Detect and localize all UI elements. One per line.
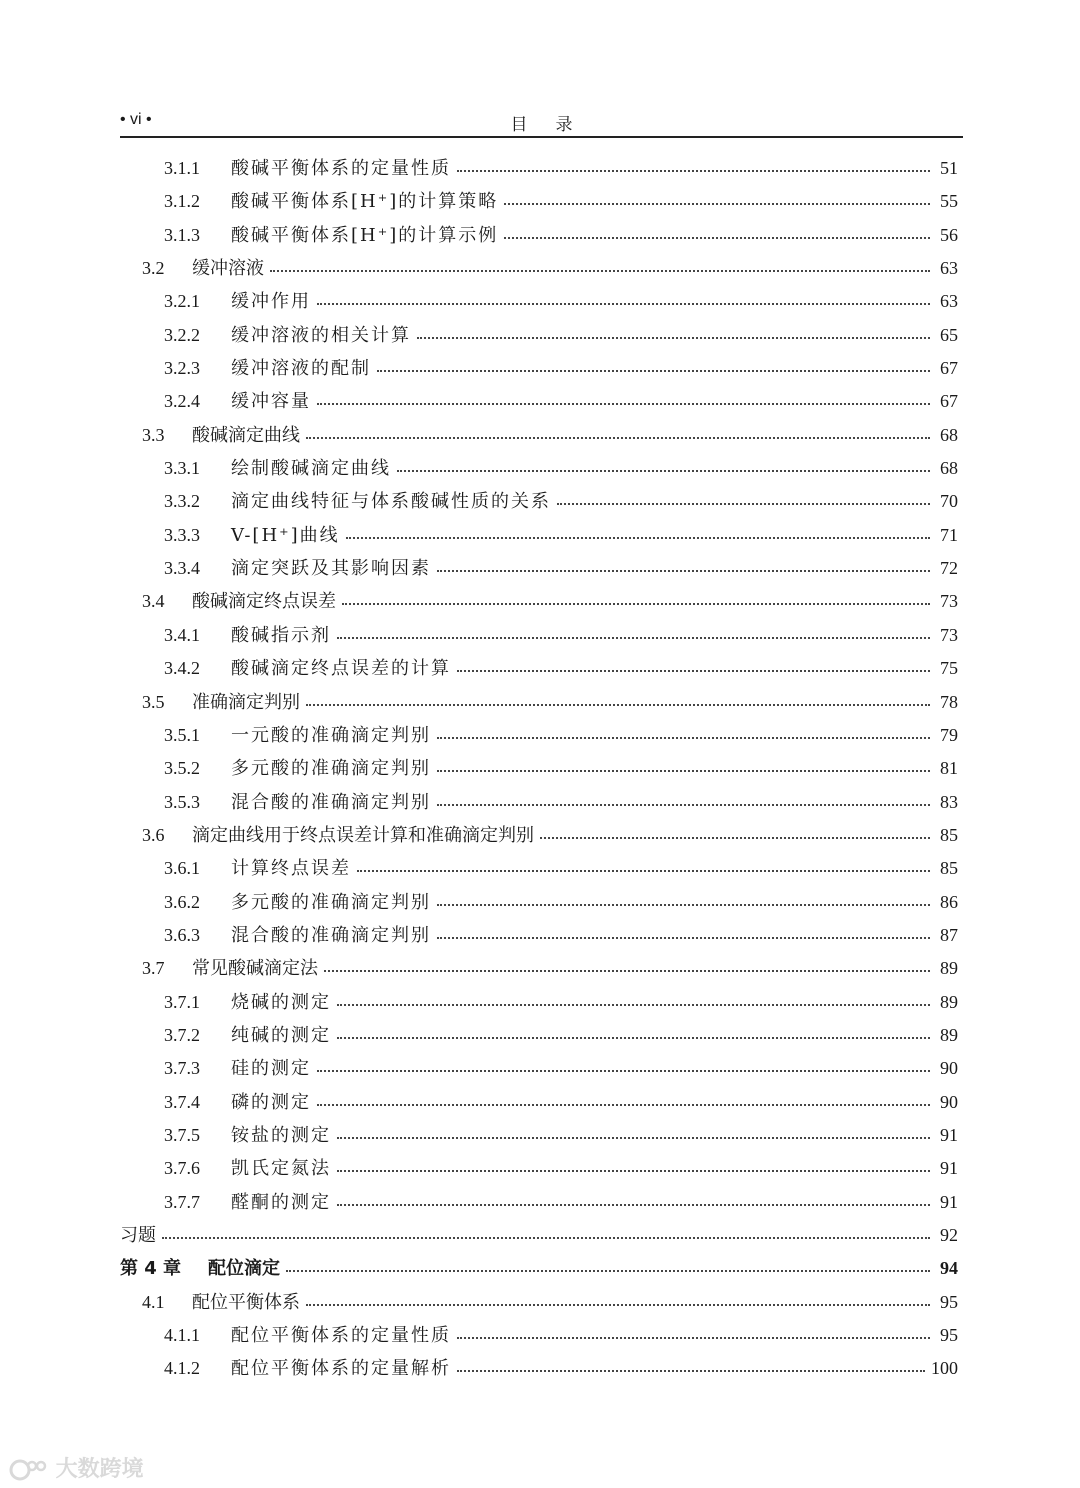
toc-entry-page: 68 bbox=[940, 458, 958, 479]
toc-entry-page: 94 bbox=[940, 1258, 958, 1279]
dot-leader bbox=[324, 952, 930, 972]
toc-entry-title: 计算终点误差 bbox=[231, 858, 351, 880]
toc-entry-number: 3.7.3 bbox=[164, 1058, 200, 1079]
toc-entry[interactable] bbox=[120, 321, 958, 354]
dot-leader bbox=[437, 919, 930, 939]
toc-entry-page: 85 bbox=[940, 858, 958, 879]
dot-leader bbox=[337, 1186, 930, 1206]
dot-leader bbox=[437, 719, 930, 739]
dot-leader bbox=[504, 185, 930, 205]
toc-entry-number: 3.6.3 bbox=[164, 924, 200, 945]
toc-entry-title: 磷的测定 bbox=[231, 1091, 311, 1113]
toc-entry-title: 混合酸的准确滴定判别 bbox=[231, 924, 431, 946]
toc-entry-page: 90 bbox=[940, 1058, 958, 1079]
toc-entry-title: 凯氏定氮法 bbox=[231, 1158, 331, 1180]
toc-entry-title: 硅的测定 bbox=[231, 1058, 311, 1080]
toc-entry-number: 3.5.3 bbox=[164, 791, 200, 812]
toc-entry-page: 65 bbox=[940, 324, 958, 345]
toc-entry-title: 习题 bbox=[120, 1225, 156, 1246]
dot-leader bbox=[306, 419, 930, 439]
dot-leader bbox=[317, 385, 930, 405]
toc-entry[interactable] bbox=[120, 587, 958, 620]
toc-entry-page: 71 bbox=[940, 524, 958, 545]
toc-entry-number: 3.3 bbox=[142, 424, 165, 445]
toc-entry-page: 89 bbox=[940, 1024, 958, 1045]
toc-entry-title: 准确滴定判别 bbox=[192, 691, 300, 713]
toc-entry[interactable] bbox=[120, 1354, 958, 1387]
toc-entry-number: 3.2.4 bbox=[164, 391, 200, 412]
toc-entry[interactable] bbox=[120, 1121, 958, 1154]
dot-leader bbox=[337, 1119, 930, 1139]
toc-entry-page: 91 bbox=[940, 1124, 958, 1145]
toc-entry-title: 常见酸碱滴定法 bbox=[192, 958, 318, 980]
dot-leader bbox=[417, 319, 930, 339]
toc-entry-title: 酸碱滴定终点误差的计算 bbox=[231, 658, 451, 680]
toc-entry-number: 3.4.2 bbox=[164, 658, 200, 679]
toc-entry-number: 3.6 bbox=[142, 824, 165, 845]
toc-entry-title: 多元酸的准确滴定判别 bbox=[231, 758, 431, 780]
toc-entry[interactable] bbox=[120, 821, 958, 854]
toc-entry-title: 酸碱平衡体系[H⁺]的计算策略 bbox=[231, 191, 499, 213]
toc-entry-title: 绘制酸碱滴定曲线 bbox=[231, 458, 391, 480]
dot-leader bbox=[317, 1086, 930, 1106]
toc-entry-page: 86 bbox=[940, 891, 958, 912]
toc-entry-page: 63 bbox=[940, 291, 958, 312]
toc-entry[interactable] bbox=[120, 854, 958, 887]
toc-entry-title: 配位滴定 bbox=[208, 1258, 280, 1280]
toc-entry[interactable] bbox=[120, 254, 958, 287]
dot-leader bbox=[337, 986, 930, 1006]
toc-entry-title: 滴定突跃及其影响因素 bbox=[231, 558, 431, 580]
toc-entry-page: 91 bbox=[940, 1158, 958, 1179]
dot-leader bbox=[437, 552, 930, 572]
toc-entry-number: 3.5.1 bbox=[164, 724, 200, 745]
toc-entry[interactable] bbox=[120, 1054, 958, 1087]
dot-leader bbox=[377, 352, 930, 372]
toc-entry-title: 缓冲溶液的相关计算 bbox=[231, 324, 411, 346]
dot-leader bbox=[457, 1319, 930, 1339]
toc-entry-page: 85 bbox=[940, 824, 958, 845]
toc-entry-page: 55 bbox=[940, 191, 958, 212]
toc-entry-page: 79 bbox=[940, 724, 958, 745]
watermark-logo-icon bbox=[8, 1457, 48, 1483]
toc-entry-title: 混合酸的准确滴定判别 bbox=[231, 791, 431, 813]
toc-entry-number: 3.1.2 bbox=[164, 191, 200, 212]
toc-entry[interactable] bbox=[120, 354, 958, 387]
toc-entry[interactable] bbox=[120, 921, 958, 954]
toc-entry-page: 67 bbox=[940, 391, 958, 412]
toc-entry-title: 酸碱指示剂 bbox=[231, 624, 331, 646]
toc-entry-number: 3.5 bbox=[142, 691, 165, 712]
toc-entry-page: 70 bbox=[940, 491, 958, 512]
toc-entry-title: 纯碱的测定 bbox=[231, 1024, 331, 1046]
toc-entry-number: 3.3.3 bbox=[164, 524, 200, 545]
toc-entry-number: 3.5.2 bbox=[164, 758, 200, 779]
toc-entry-number: 3.4.1 bbox=[164, 624, 200, 645]
toc-entry-page: 75 bbox=[940, 658, 958, 679]
watermark-text: 大数跨境 bbox=[55, 1457, 144, 1482]
toc-entry[interactable] bbox=[120, 554, 958, 587]
dot-leader bbox=[437, 786, 930, 806]
toc-entry[interactable] bbox=[120, 221, 958, 254]
toc-entry-title: 配位平衡体系 bbox=[192, 1291, 300, 1313]
toc-entry-title: 醛酮的测定 bbox=[231, 1191, 331, 1213]
toc-entry[interactable] bbox=[120, 1021, 958, 1054]
toc-entry[interactable] bbox=[120, 954, 958, 987]
toc-entry[interactable] bbox=[120, 521, 958, 554]
toc-entry-page: 81 bbox=[940, 758, 958, 779]
toc-entry-number: 3.7.6 bbox=[164, 1158, 200, 1179]
toc-entry-number: 3.1.3 bbox=[164, 224, 200, 245]
dot-leader bbox=[286, 1252, 930, 1272]
toc-entry[interactable] bbox=[120, 1254, 958, 1287]
toc-entry[interactable] bbox=[120, 421, 958, 454]
toc-entry-page: 68 bbox=[940, 424, 958, 445]
toc-entry[interactable] bbox=[120, 1188, 958, 1221]
toc-entry-page: 73 bbox=[940, 591, 958, 612]
dot-leader bbox=[337, 1019, 930, 1039]
toc-entry-page: 90 bbox=[940, 1091, 958, 1112]
toc-entry-number: 3.7.2 bbox=[164, 1024, 200, 1045]
page-number: • vi • bbox=[120, 111, 152, 128]
toc-entry-page: 100 bbox=[931, 1358, 958, 1379]
toc-entry-number: 3.4 bbox=[142, 591, 165, 612]
dot-leader bbox=[397, 452, 930, 472]
toc-entry-page: 63 bbox=[940, 258, 958, 279]
toc-entry-page: 56 bbox=[940, 224, 958, 245]
toc-entry-number: 第 4 章 bbox=[120, 1258, 182, 1280]
dot-leader bbox=[162, 1219, 930, 1239]
dot-leader bbox=[540, 819, 930, 839]
toc-entry-page: 89 bbox=[940, 958, 958, 979]
table-of-contents bbox=[120, 154, 958, 1388]
dot-leader bbox=[457, 652, 930, 672]
toc-entry-number: 3.7.1 bbox=[164, 991, 200, 1012]
toc-entry[interactable] bbox=[120, 387, 958, 420]
toc-entry-number: 3.7.7 bbox=[164, 1191, 200, 1212]
toc-entry-title: V-[H⁺]曲线 bbox=[231, 524, 340, 546]
toc-entry-title: 烧碱的测定 bbox=[231, 991, 331, 1013]
toc-entry-title: 滴定曲线用于终点误差计算和准确滴定判别 bbox=[192, 824, 534, 846]
toc-entry-page: 89 bbox=[940, 991, 958, 1012]
toc-entry[interactable] bbox=[120, 1321, 958, 1354]
toc-entry-number: 3.6.2 bbox=[164, 891, 200, 912]
toc-entry-title: 缓冲容量 bbox=[231, 391, 311, 413]
toc-entry[interactable] bbox=[120, 654, 958, 687]
toc-entry-page: 51 bbox=[940, 158, 958, 178]
toc-entry-title: 缓冲溶液 bbox=[192, 258, 264, 280]
toc-entry-title: 酸碱平衡体系[H⁺]的计算示例 bbox=[231, 224, 499, 246]
toc-entry-number: 3.3.1 bbox=[164, 458, 200, 479]
dot-leader bbox=[437, 752, 930, 772]
toc-entry-page: 95 bbox=[940, 1325, 958, 1346]
toc-entry[interactable] bbox=[120, 1154, 958, 1187]
dot-leader bbox=[337, 1152, 930, 1172]
toc-entry-page: 95 bbox=[940, 1291, 958, 1312]
toc-entry[interactable] bbox=[120, 621, 958, 654]
toc-entry-title: 滴定曲线特征与体系酸碱性质的关系 bbox=[231, 491, 551, 513]
dot-leader bbox=[337, 619, 930, 639]
toc-entry-page: 78 bbox=[940, 691, 958, 712]
toc-entry-title: 铵盐的测定 bbox=[231, 1124, 331, 1146]
dot-leader bbox=[457, 152, 930, 172]
page-title: 目录 bbox=[510, 115, 601, 135]
dot-leader bbox=[317, 1052, 930, 1072]
toc-entry-title: 酸碱滴定终点误差 bbox=[192, 591, 336, 613]
toc-entry[interactable] bbox=[120, 287, 958, 320]
dot-leader bbox=[457, 1352, 925, 1372]
toc-entry-page: 87 bbox=[940, 924, 958, 945]
dot-leader bbox=[317, 285, 930, 305]
toc-entry-title: 配位平衡体系的定量解析 bbox=[231, 1358, 451, 1380]
toc-entry-page: 72 bbox=[940, 558, 958, 579]
dot-leader bbox=[306, 1286, 930, 1306]
toc-entry-number: 3.3.4 bbox=[164, 558, 200, 579]
dot-leader bbox=[357, 852, 930, 872]
toc-entry-number: 4.1.1 bbox=[164, 1325, 200, 1346]
toc-entry-number: 3.3.2 bbox=[164, 491, 200, 512]
toc-entry[interactable] bbox=[120, 187, 958, 220]
dot-leader bbox=[270, 252, 930, 272]
toc-entry-number: 4.1 bbox=[142, 1291, 165, 1312]
toc-entry-number: 3.2.1 bbox=[164, 291, 200, 312]
toc-entry-number: 3.7.4 bbox=[164, 1091, 200, 1112]
toc-entry[interactable] bbox=[120, 888, 958, 921]
toc-entry[interactable] bbox=[120, 721, 958, 754]
toc-entry[interactable] bbox=[120, 788, 958, 821]
toc-entry[interactable] bbox=[120, 754, 958, 787]
dot-leader bbox=[437, 886, 930, 906]
toc-entry-number: 3.2.2 bbox=[164, 324, 200, 345]
dot-leader bbox=[306, 686, 930, 706]
toc-entry-number: 3.2.3 bbox=[164, 358, 200, 379]
toc-entry[interactable] bbox=[120, 1221, 958, 1254]
toc-entry[interactable] bbox=[120, 487, 958, 520]
page-header bbox=[120, 108, 963, 138]
toc-entry-number: 3.7.5 bbox=[164, 1124, 200, 1145]
toc-entry-page: 73 bbox=[940, 624, 958, 645]
toc-entry-title: 配位平衡体系的定量性质 bbox=[231, 1325, 451, 1347]
dot-leader bbox=[342, 585, 930, 605]
toc-entry-number: 3.1.1 bbox=[164, 158, 200, 178]
toc-entry-title: 酸碱滴定曲线 bbox=[192, 424, 300, 446]
toc-entry-page: 91 bbox=[940, 1191, 958, 1212]
dot-leader bbox=[504, 219, 930, 239]
toc-entry-page: 92 bbox=[940, 1225, 958, 1245]
dot-leader bbox=[346, 519, 930, 539]
toc-entry[interactable] bbox=[120, 688, 958, 721]
toc-entry[interactable] bbox=[120, 454, 958, 487]
toc-entry-title: 缓冲溶液的配制 bbox=[231, 358, 371, 380]
toc-entry-number: 3.7 bbox=[142, 958, 165, 979]
toc-entry-page: 67 bbox=[940, 358, 958, 379]
dot-leader bbox=[557, 485, 930, 505]
watermark bbox=[8, 1452, 144, 1483]
toc-entry-title: 多元酸的准确滴定判别 bbox=[231, 891, 431, 913]
toc-entry[interactable] bbox=[120, 988, 958, 1021]
toc-entry-page: 83 bbox=[940, 791, 958, 812]
toc-entry[interactable] bbox=[120, 1288, 958, 1321]
toc-entry[interactable] bbox=[120, 1088, 958, 1121]
toc-entry-number: 4.1.2 bbox=[164, 1358, 200, 1379]
toc-entry-title: 缓冲作用 bbox=[231, 291, 311, 313]
toc-entry-number: 3.6.1 bbox=[164, 858, 200, 879]
toc-entry[interactable] bbox=[120, 154, 958, 187]
toc-entry-title: 一元酸的准确滴定判别 bbox=[231, 724, 431, 746]
toc-entry-number: 3.2 bbox=[142, 258, 165, 279]
toc-entry-title: 酸碱平衡体系的定量性质 bbox=[231, 158, 451, 179]
